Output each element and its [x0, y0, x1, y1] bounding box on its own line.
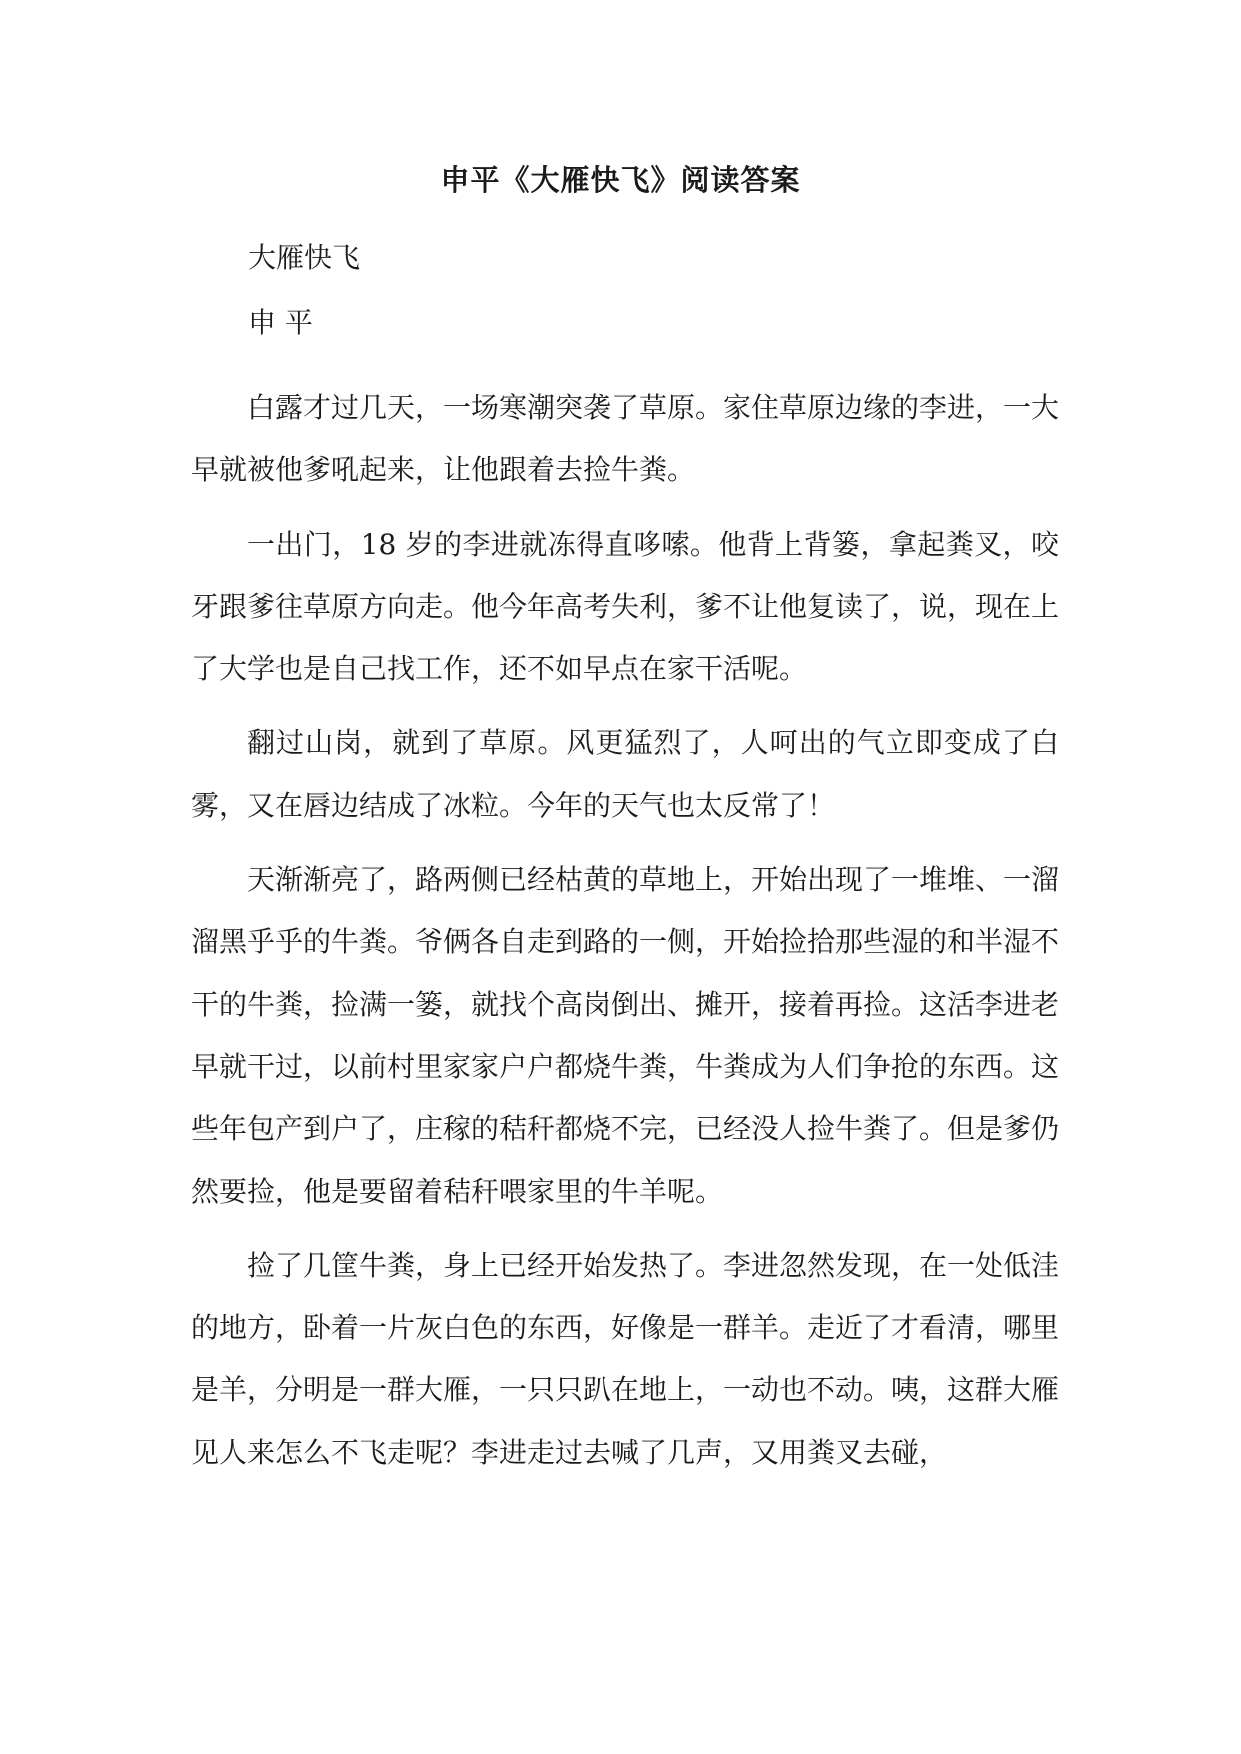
paragraph: 翻过山岗，就到了草原。风更猛烈了，人呵出的气立即变成了白雾，又在唇边结成了冰粒。今年的天气也太反常了！	[191, 726, 1059, 822]
paragraph: 一出门，18 岁的李进就冻得直哆嗦。他背上背篓，拿起粪叉，咬牙跟爹往草原方向走。他今年高考失利，爹不让他复读了，说，现在上了大学也是自己找工作，还不如早点在家干活呢。	[191, 527, 1060, 686]
paragraph: 白露才过几天，一场寒潮突袭了草原。家住草原边缘的李进，一大早就被他爹吼起来，让他跟着去捡牛粪。	[191, 391, 1060, 487]
paragraph: 天渐渐亮了，路两侧已经枯黄的草地上，开始出现了一堆堆、一溜溜黑乎乎的牛粪。爷俩各自走到路的一侧，开始捡拾那些湿的和半湿不干的牛粪，捡满一篓，就找个高岗倒出、摊开，接着再捡。这活李进老早就干过，以前村里家家户户都烧牛粪，牛粪成为人们争抢的东西。这些年包产到户了，庄稼的秸秆都烧不完，已经没人捡牛粪了。但是爹仍然要捡，他是要留着秸秆喂家里的牛羊呢。	[191, 863, 1060, 1208]
article-body	[191, 377, 1059, 1496]
paragraph: 捡了几筐牛粪，身上已经开始发热了。李进忽然发现，在一处低洼的地方，卧着一片灰白色的东西，好像是一群羊。走近了才看清，哪里是羊，分明是一群大雁，一只只趴在地上，一动也不动。咦，这群大雁见人来怎么不飞走呢？李进走过去喊了几声，又用粪叉去碰，	[191, 1248, 1060, 1469]
author-name: 申 平	[248, 306, 313, 339]
story-title: 大雁快飞	[248, 241, 361, 274]
document-title: 申平《大雁快飞》阅读答案	[440, 163, 801, 197]
